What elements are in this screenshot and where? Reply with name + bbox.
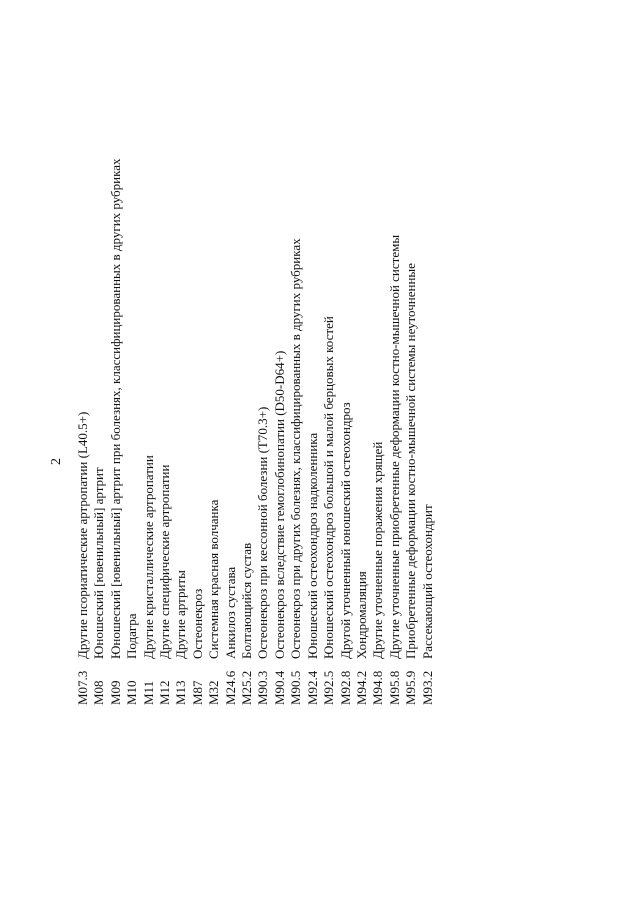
icd-description: Другие артриты — [173, 570, 189, 659]
icd-description: Остеонекроз вследствие гемоглобинопатии (D50-D64+) — [271, 350, 287, 659]
icd-description: Другие специфические артропатии — [157, 464, 173, 659]
code-entry — [190, 65, 206, 705]
code-entry — [223, 65, 239, 705]
icd-code: M92.5 — [321, 670, 337, 705]
code-entry — [420, 65, 436, 705]
icd-description: Юношеский остеохондроз большой и малой берцовых костей — [321, 316, 337, 659]
icd-description: Остеонекроз — [189, 588, 205, 659]
icd-code: M08 — [91, 680, 107, 705]
icd-code: M92.8 — [337, 670, 353, 705]
icd-code: M87 — [189, 680, 205, 705]
code-entry — [206, 65, 222, 705]
icd-description: Юношеский остеохондроз надколенника — [304, 432, 320, 659]
code-entry — [157, 65, 173, 705]
diagnosis-code-list — [75, 65, 436, 705]
code-entry — [338, 65, 354, 705]
icd-description: Юношеский [ювенильный] артрит — [91, 467, 107, 659]
code-entry — [370, 65, 386, 705]
code-entry — [288, 65, 304, 705]
code-entry — [75, 65, 91, 705]
code-entry — [255, 65, 271, 705]
code-entry — [239, 65, 255, 705]
icd-description: Другой уточненный юношеский остеохондроз — [337, 402, 353, 659]
icd-description: Остеонекроз при других болезнях, классифицированных в других рубриках — [288, 238, 304, 659]
icd-code: M90.3 — [255, 670, 271, 705]
code-entry — [305, 65, 321, 705]
icd-description: Болтающийся сустав — [239, 542, 255, 659]
icd-description: Подагра — [124, 613, 140, 659]
code-entry — [403, 65, 419, 705]
icd-code: M94.2 — [353, 670, 369, 705]
icd-code: M25.2 — [239, 670, 255, 705]
icd-code: M09 — [107, 680, 123, 705]
code-entry — [124, 65, 140, 705]
icd-code: M92.4 — [304, 670, 320, 705]
icd-code: M95.9 — [403, 670, 419, 705]
icd-code: M24.6 — [222, 670, 238, 705]
icd-code: M93.2 — [419, 670, 435, 705]
code-entry — [354, 65, 370, 705]
icd-description: Юношеский [ювенильный] артрит при болезнях, классифицированных в других рубриках — [107, 158, 123, 659]
icd-code: M95.8 — [386, 670, 402, 705]
code-entry — [321, 65, 337, 705]
icd-description: Другие псориатические артропатии (L40.5+) — [75, 411, 90, 659]
icd-description: Системная красная волчанка — [206, 499, 222, 659]
icd-description: Другие уточненные приобретенные деформации костно-мышечной системы — [386, 234, 402, 659]
icd-description: Анкилоз сустава — [222, 566, 238, 659]
icd-description: Хондромаляция — [353, 571, 369, 659]
icd-code: M07.3 — [75, 670, 90, 705]
icd-code: M94.8 — [370, 670, 386, 705]
icd-code: M10 — [124, 680, 140, 705]
icd-description: Другие уточненные поражения хрящей — [370, 441, 386, 659]
icd-code: M90.5 — [288, 670, 304, 705]
icd-code: M90.4 — [271, 670, 287, 705]
icd-code: M32 — [206, 680, 222, 705]
icd-description: Другие кристаллические артропатии — [140, 455, 156, 659]
code-entry — [173, 65, 189, 705]
icd-code: M11 — [140, 680, 156, 705]
code-entry — [141, 65, 157, 705]
icd-description: Остеонекроз при кессонной болезни (T70.3+) — [255, 406, 271, 659]
page-number: 2 — [49, 458, 64, 465]
icd-description: Приобретенные деформации костно-мышечной системы неуточненные — [403, 263, 419, 659]
icd-code: M12 — [157, 680, 173, 705]
icd-description: Рассекающий остеохондрит — [419, 504, 435, 659]
code-entry — [387, 65, 403, 705]
code-entry — [91, 65, 107, 705]
code-entry — [108, 65, 124, 705]
icd-code: M13 — [173, 680, 189, 705]
code-entry — [272, 65, 288, 705]
